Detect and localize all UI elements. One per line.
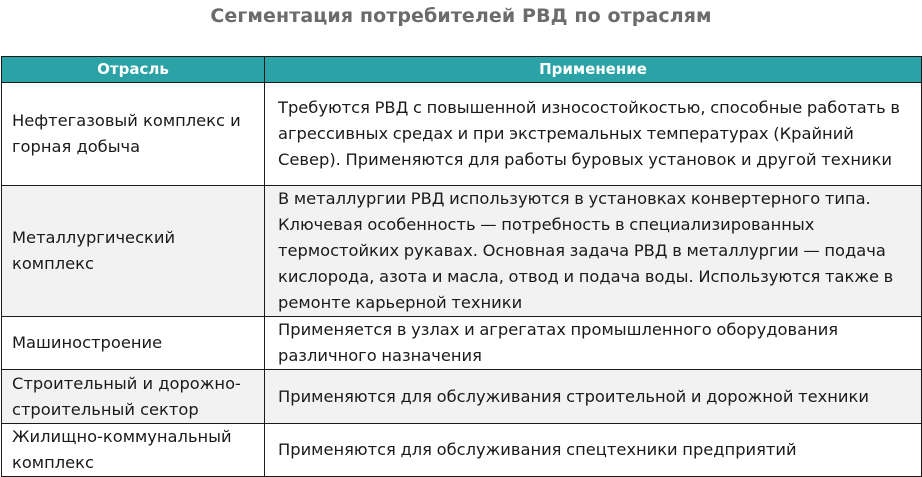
application-cell: Применяется в узлах и агрегатах промышленного оборудования различного назначения — [265, 317, 922, 370]
application-cell: В металлургии РВД используются в установках конвертерного типа. Ключевая особенность — потребность в специализированных термостойких рукавах. Основная задача РВД в металлургии — подача кислорода, азота и масла, отвод и подача воды. Используются также в ремонте карьерной техники — [265, 186, 922, 317]
industry-cell: Строительный и дорожно-строительный сектор — [2, 370, 265, 424]
column-header-application: Применение — [265, 57, 922, 83]
table-row — [2, 424, 922, 477]
table-row — [2, 83, 922, 186]
column-header-industry: Отрасль — [2, 57, 265, 83]
industry-cell: Машиностроение — [2, 317, 265, 370]
application-cell: Требуются РВД с повышенной износостойкостью, способные работать в агрессивных средах и при экстремальных температурах (Крайний Север). Применяются для работы буровых установок и другой техники — [265, 83, 922, 186]
table-row — [2, 317, 922, 370]
application-cell: Применяются для обслуживания строительной и дорожной техники — [265, 370, 922, 424]
table-row — [2, 186, 922, 317]
application-cell: Применяются для обслуживания спецтехники предприятий — [265, 424, 922, 477]
segmentation-table — [1, 56, 922, 477]
table-header-row — [2, 57, 922, 83]
table-row — [2, 370, 922, 424]
industry-cell: Металлургический комплекс — [2, 186, 265, 317]
industry-cell: Нефтегазовый комплекс и горная добыча — [2, 83, 265, 186]
page-title: Сегментация потребителей РВД по отраслям — [210, 5, 712, 27]
industry-cell: Жилищно-коммунальный комплекс — [2, 424, 265, 477]
